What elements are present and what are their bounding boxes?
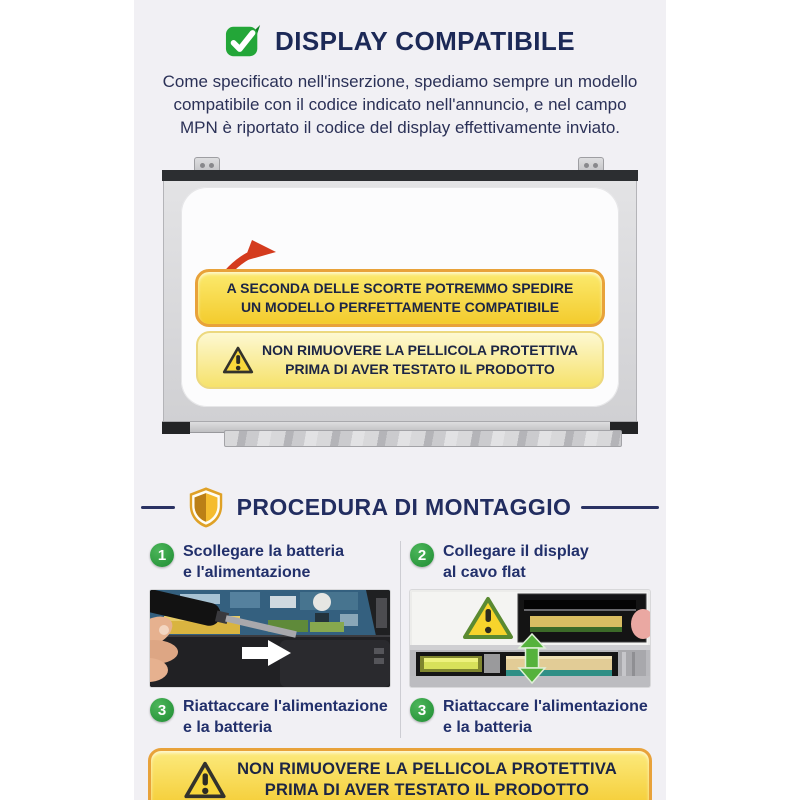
step-label: Riattaccare l'alimentazione e la batteria — [183, 698, 388, 736]
heading-rule-left — [141, 506, 175, 509]
panel-corner-left — [162, 422, 190, 434]
steps-grid — [148, 539, 652, 740]
photo-connect-display — [410, 590, 650, 687]
film-label-line1: NON RIMUOVERE LA PELLICOLA PROTETTIVA — [261, 342, 579, 358]
shield-icon — [185, 485, 227, 529]
step-item-1 — [150, 541, 390, 585]
check-icon — [225, 23, 263, 59]
step-label: Collegare il display al cavo flat — [443, 543, 589, 581]
step-item-3-right — [410, 696, 650, 740]
content-column — [134, 0, 666, 800]
heading-rule-right — [581, 506, 659, 509]
warning-triangle-icon — [183, 760, 227, 800]
panel-top-bezel — [162, 170, 638, 181]
footer-warning-line2: PRIMA DI AVER TESTATO IL PRODOTTO — [264, 781, 590, 799]
film-label-line2: PRIMA DI AVER TESTATO IL PRODOTTO — [285, 361, 555, 377]
photo-disconnect-battery — [150, 590, 390, 687]
step-number-badge: 2 — [410, 543, 434, 567]
warning-triangle-icon — [222, 345, 254, 375]
steps-column-left — [148, 539, 392, 740]
stock-label — [195, 269, 605, 327]
step-label: Scollegare la batteria e l'alimentazione — [183, 543, 344, 581]
lcd-panel-image — [162, 157, 638, 447]
footer-warning-line1: NON RIMUOVERE LA PELLICOLA PROTETTIVA — [237, 760, 617, 778]
stock-label-line1: A SECONDA DELLE SCORTE POTREMMO SPEDIRE — [226, 280, 574, 296]
step-number-badge: 1 — [150, 543, 174, 567]
procedure-title: PROCEDURA DI MONTAGGIO — [236, 493, 572, 520]
procedure-heading-row — [134, 485, 666, 529]
stock-label-line2: UN MODELLO PERFETTAMENTE COMPATIBILE — [240, 299, 560, 315]
footer-warning-banner — [148, 748, 652, 800]
title-row — [134, 22, 666, 60]
panel-foil-strip — [224, 430, 622, 447]
step-number-badge: 3 — [410, 698, 434, 722]
step-item-3-left — [150, 696, 390, 740]
step-label: Riattaccare l'alimentazione e la batteria — [443, 698, 648, 736]
header — [134, 0, 666, 139]
step-item-2 — [410, 541, 650, 585]
steps-column-right — [408, 539, 652, 740]
page-title: DISPLAY COMPATIBILE — [275, 25, 575, 56]
step-number-badge: 3 — [150, 698, 174, 722]
film-label — [196, 331, 604, 389]
intro-paragraph: Come specificato nell'inserzione, spediamo sempre un modello compatibile con il codice indicato nell'annuncio, e nel campo MPN è riportato il codice del display effettivamente inviato. — [162, 72, 638, 137]
